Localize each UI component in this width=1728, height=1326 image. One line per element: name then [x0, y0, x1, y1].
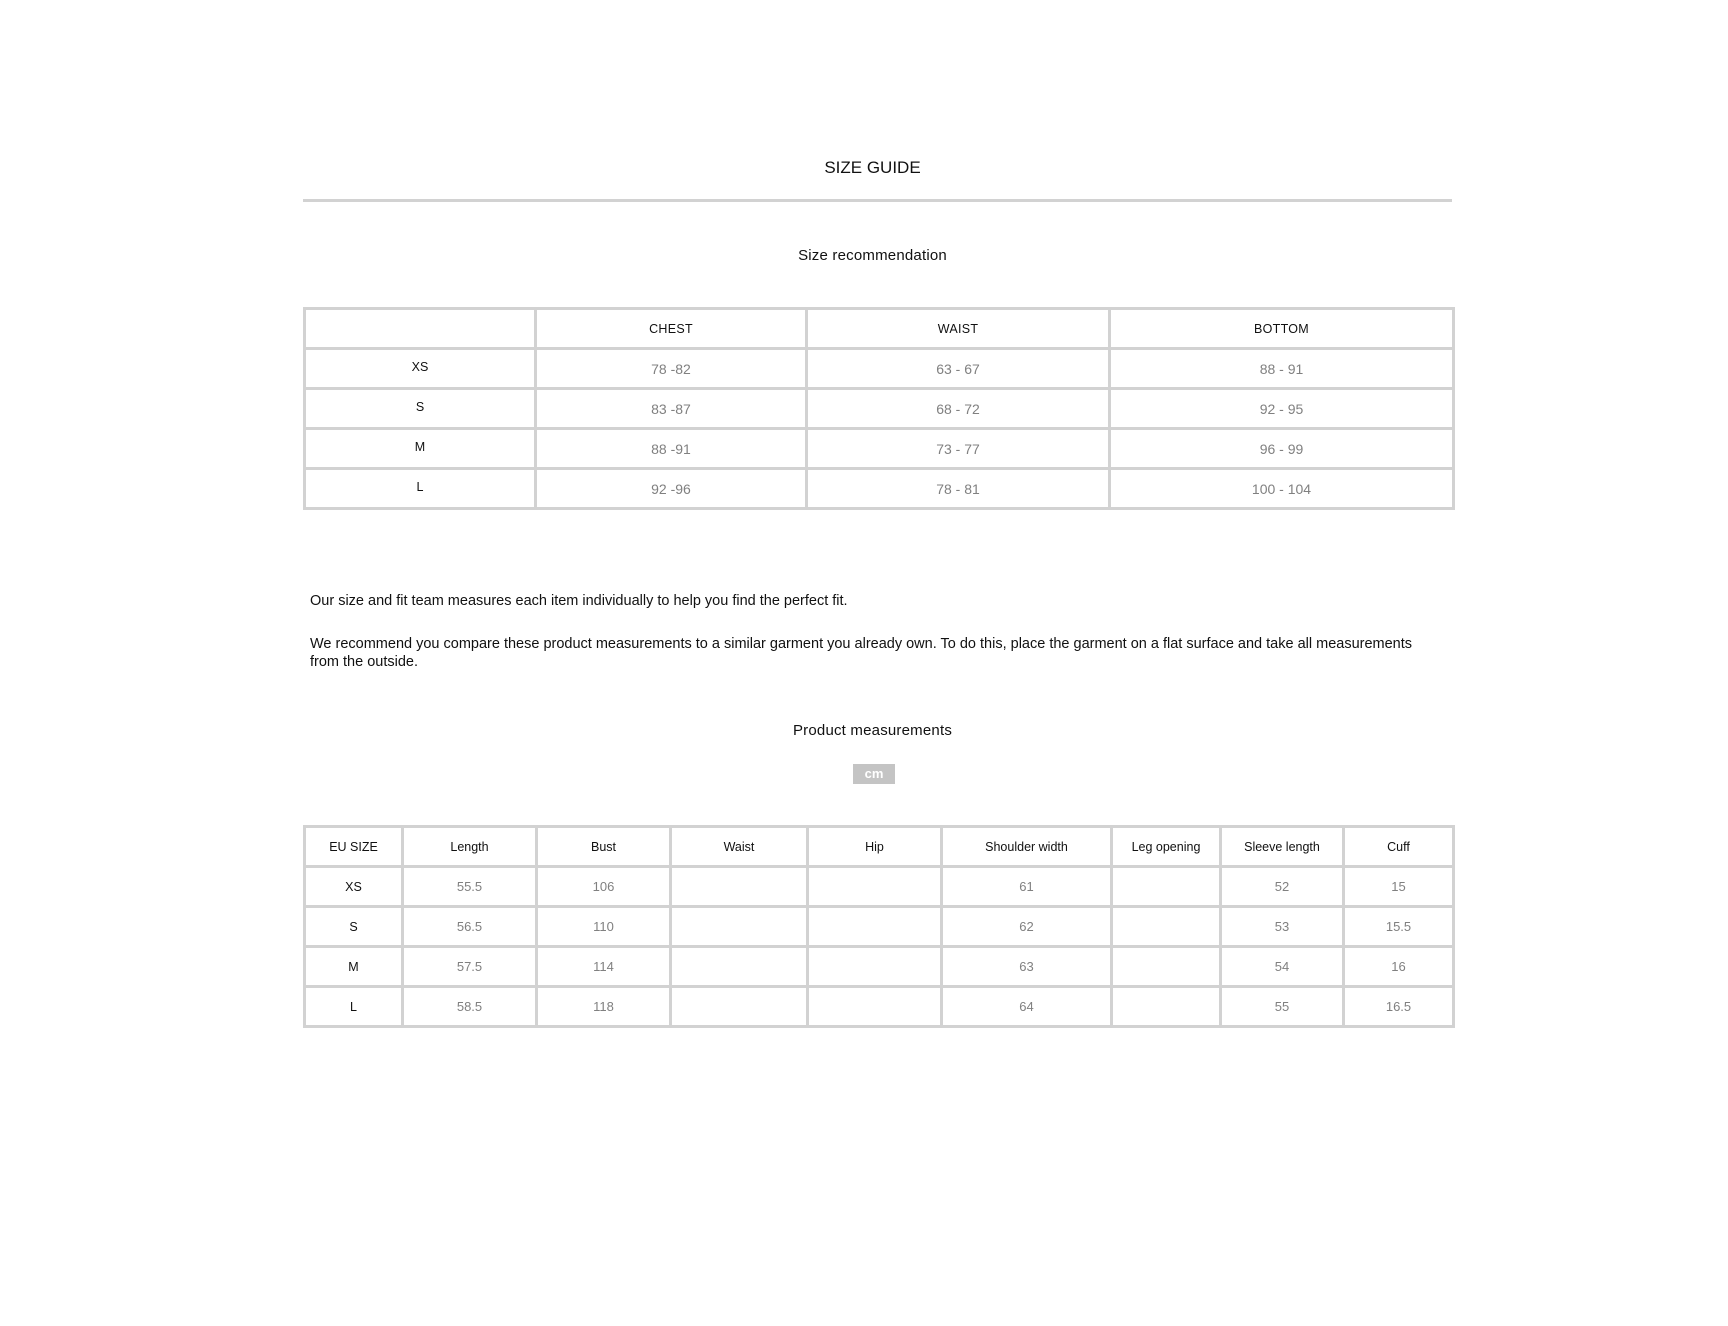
bottom-cell: 92 - 95	[1110, 389, 1454, 429]
waist-cell	[671, 907, 808, 947]
header-cell-waist: WAIST	[807, 309, 1110, 349]
shoulder-cell: 63	[942, 947, 1112, 987]
waist-cell: 78 - 81	[807, 469, 1110, 509]
header-cell-bust: Bust	[537, 827, 671, 867]
leg-opening-cell	[1112, 907, 1221, 947]
chest-cell: 92 -96	[536, 469, 807, 509]
bust-cell: 118	[537, 987, 671, 1027]
header-cell-length: Length	[403, 827, 537, 867]
length-cell: 58.5	[403, 987, 537, 1027]
waist-cell: 73 - 77	[807, 429, 1110, 469]
cuff-cell: 16.5	[1344, 987, 1454, 1027]
chest-cell: 83 -87	[536, 389, 807, 429]
table-row	[305, 429, 1454, 469]
cuff-cell: 15	[1344, 867, 1454, 907]
size-cell: M	[305, 429, 536, 469]
table-header-row	[305, 309, 1454, 349]
product-measurements-heading: Product measurements	[792, 722, 953, 739]
unit-toggle-cm[interactable]: cm	[853, 764, 895, 784]
table-row	[305, 349, 1454, 389]
header-cell-hip: Hip	[808, 827, 942, 867]
size-cell: M	[305, 947, 403, 987]
chest-cell: 78 -82	[536, 349, 807, 389]
intro-text-fit-team: Our size and fit team measures each item individually to help you find the perfect fit.	[310, 593, 848, 609]
sleeve-cell: 52	[1221, 867, 1344, 907]
waist-cell	[671, 867, 808, 907]
table-row	[305, 867, 1454, 907]
hip-cell	[808, 987, 942, 1027]
size-cell: XS	[305, 867, 403, 907]
size-cell: XS	[305, 349, 536, 389]
size-recommendation-heading: Size recommendation	[798, 247, 947, 264]
length-cell: 55.5	[403, 867, 537, 907]
sleeve-cell: 55	[1221, 987, 1344, 1027]
table-row	[305, 389, 1454, 429]
bust-cell: 106	[537, 867, 671, 907]
waist-cell: 63 - 67	[807, 349, 1110, 389]
shoulder-cell: 64	[942, 987, 1112, 1027]
table-row	[305, 947, 1454, 987]
table-header-row	[305, 827, 1454, 867]
size-cell: S	[305, 389, 536, 429]
length-cell: 57.5	[403, 947, 537, 987]
header-cell-shoulder-width: Shoulder width	[942, 827, 1112, 867]
waist-cell: 68 - 72	[807, 389, 1110, 429]
cuff-cell: 15.5	[1344, 907, 1454, 947]
header-cell-eu-size: EU SIZE	[305, 827, 403, 867]
bottom-cell: 88 - 91	[1110, 349, 1454, 389]
header-cell-leg-opening: Leg opening	[1112, 827, 1221, 867]
shoulder-cell: 62	[942, 907, 1112, 947]
size-cell: L	[305, 469, 536, 509]
waist-cell	[671, 947, 808, 987]
bust-cell: 114	[537, 947, 671, 987]
chest-cell: 88 -91	[536, 429, 807, 469]
intro-text-compare: We recommend you compare these product measurements to a similar garment you already own. To do this, place the garment on a flat surface and take all measurements from the outside.	[310, 636, 1413, 670]
waist-cell	[671, 987, 808, 1027]
leg-opening-cell	[1112, 867, 1221, 907]
hip-cell	[808, 867, 942, 907]
size-cell: L	[305, 987, 403, 1027]
cuff-cell: 16	[1344, 947, 1454, 987]
hip-cell	[808, 907, 942, 947]
header-cell-bottom: BOTTOM	[1110, 309, 1454, 349]
page-title: SIZE GUIDE	[824, 158, 921, 177]
leg-opening-cell	[1112, 947, 1221, 987]
size-cell: S	[305, 907, 403, 947]
title-divider	[303, 199, 1452, 202]
bottom-cell: 96 - 99	[1110, 429, 1454, 469]
product-measurements-table	[303, 825, 1455, 1028]
sleeve-cell: 54	[1221, 947, 1344, 987]
sleeve-cell: 53	[1221, 907, 1344, 947]
bust-cell: 110	[537, 907, 671, 947]
table-row	[305, 907, 1454, 947]
table-row	[305, 987, 1454, 1027]
bottom-cell: 100 - 104	[1110, 469, 1454, 509]
size-recommendation-table	[303, 307, 1455, 510]
table-row	[305, 469, 1454, 509]
header-cell-cuff: Cuff	[1344, 827, 1454, 867]
header-cell-waist: Waist	[671, 827, 808, 867]
header-cell-sleeve-length: Sleeve length	[1221, 827, 1344, 867]
shoulder-cell: 61	[942, 867, 1112, 907]
leg-opening-cell	[1112, 987, 1221, 1027]
header-cell-chest: CHEST	[536, 309, 807, 349]
length-cell: 56.5	[403, 907, 537, 947]
header-cell-size	[305, 309, 536, 349]
hip-cell	[808, 947, 942, 987]
